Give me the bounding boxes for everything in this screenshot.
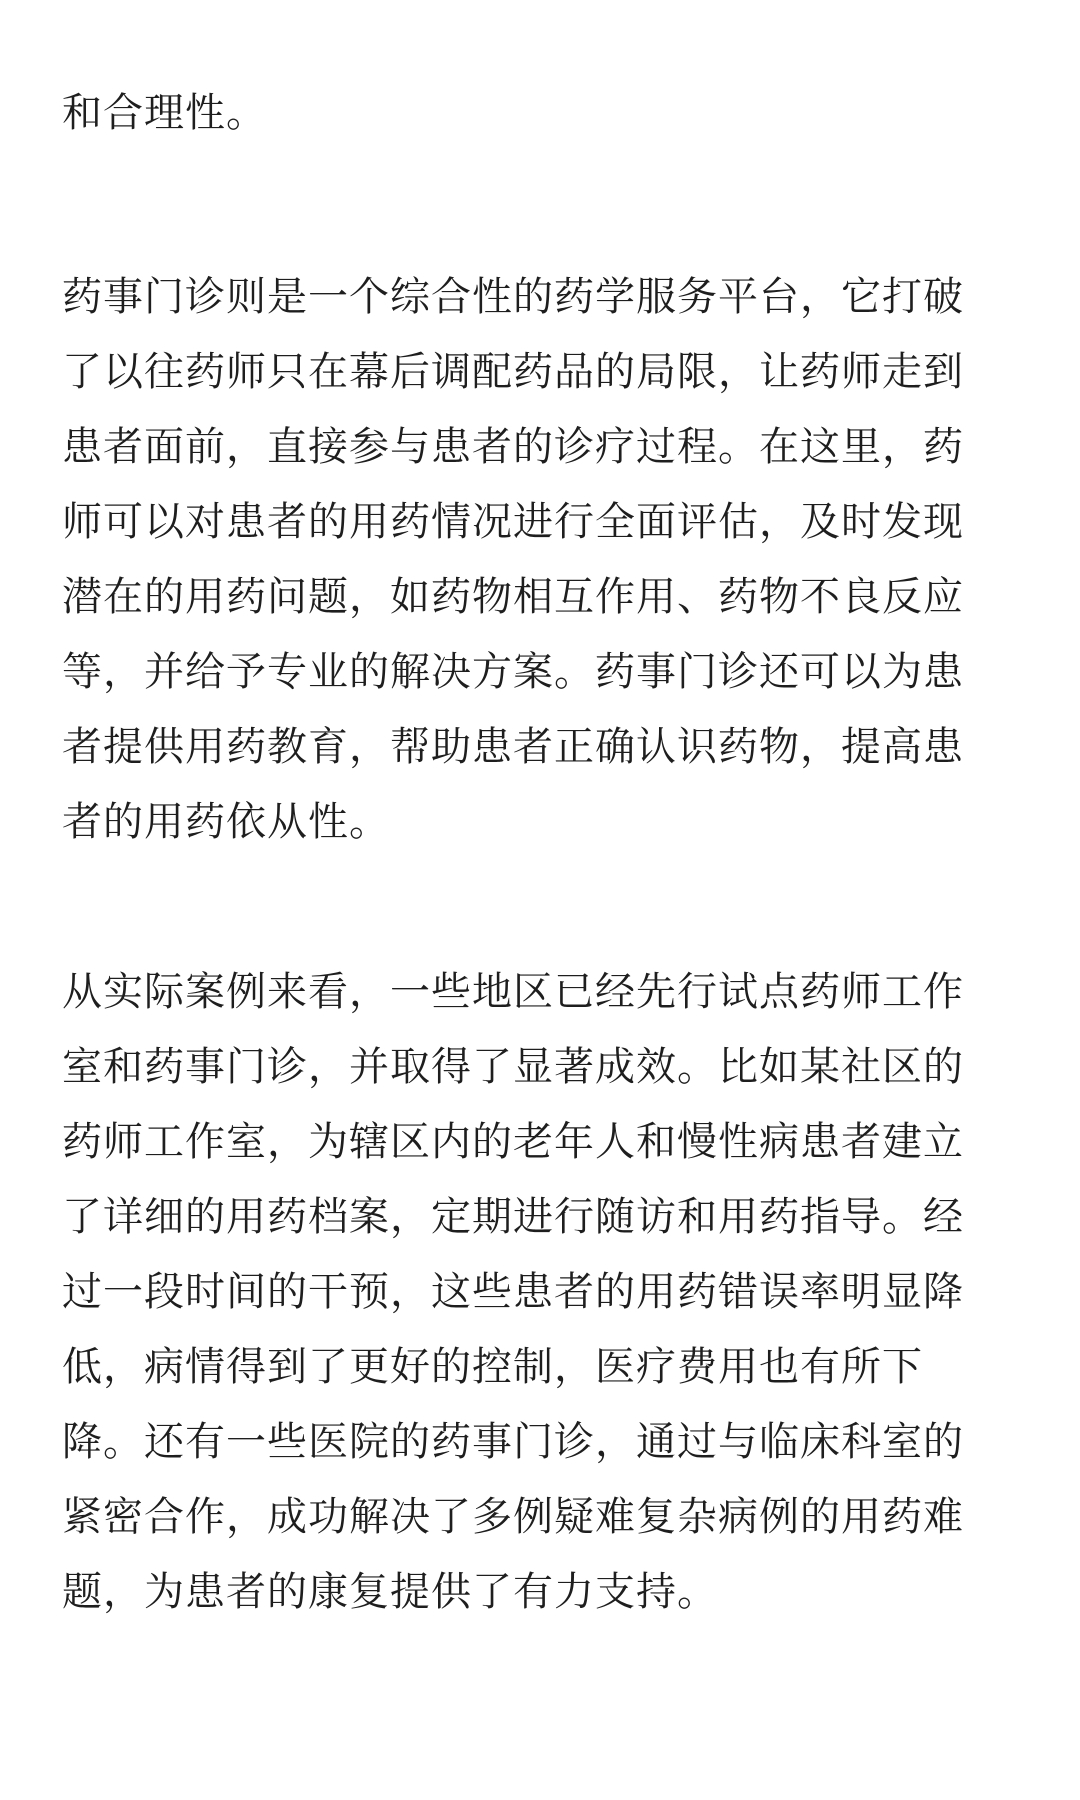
paragraph-3 (62, 955, 964, 1630)
text-line: 过一段时间的干预，这些患者的用药错误率明显降 (62, 1269, 964, 1315)
text-line: 等，并给予专业的解决方案。药事门诊还可以为患 (62, 649, 964, 695)
text-line: 者提供用药教育，帮助患者正确认识药物，提高患 (62, 724, 964, 770)
text-line: 了以往药师只在幕后调配药品的局限，让药师走到 (62, 349, 964, 395)
text-line: 降。还有一些医院的药事门诊，通过与临床科室的 (62, 1419, 964, 1465)
text-line: 室和药事门诊，并取得了显著成效。比如某社区的 (62, 1044, 964, 1090)
text-line: 药师工作室，为辖区内的老年人和慢性病患者建立 (62, 1119, 964, 1165)
text-line: 了详细的用药档案，定期进行随访和用药指导。经 (62, 1194, 964, 1240)
paragraph-2 (62, 260, 964, 860)
text-line: 者的用药依从性。 (62, 799, 390, 845)
text-line: 紧密合作，成功解决了多例疑难复杂病例的用药难 (62, 1494, 964, 1540)
text-line: 从实际案例来看，一些地区已经先行试点药师工作 (62, 969, 964, 1015)
text-line: 低，病情得到了更好的控制，医疗费用也有所下 (62, 1344, 923, 1390)
text-line: 潜在的用药问题，如药物相互作用、药物不良反应 (62, 574, 964, 620)
text-line: 和合理性。 (62, 90, 267, 136)
text-line: 药事门诊则是一个综合性的药学服务平台，它打破 (62, 274, 964, 320)
text-line: 师可以对患者的用药情况进行全面评估，及时发现 (62, 499, 964, 545)
text-line: 题，为患者的康复提供了有力支持。 (62, 1569, 718, 1615)
paragraph-1 (62, 76, 267, 151)
text-line: 患者面前，直接参与患者的诊疗过程。在这里，药 (62, 424, 964, 470)
